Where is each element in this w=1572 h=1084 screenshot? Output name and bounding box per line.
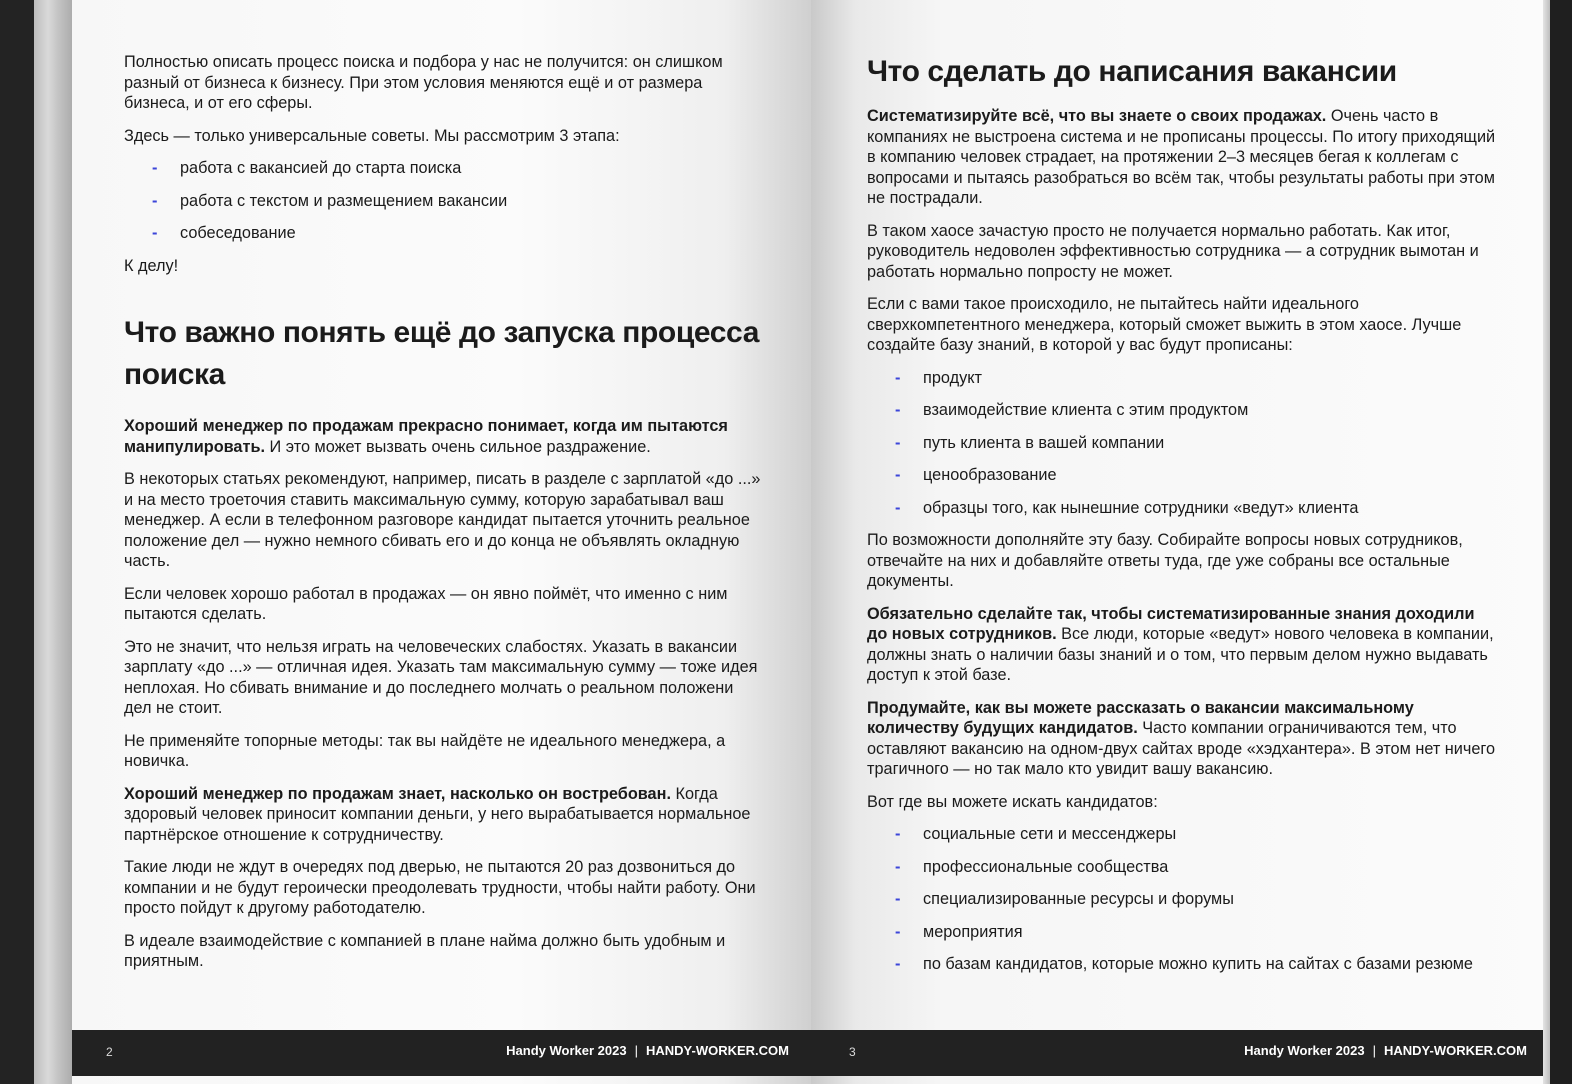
knowledge-text: ценообразование	[923, 466, 1057, 484]
list-item	[152, 158, 764, 179]
paragraph-rest: Часто компании ограничиваются тем, что оставляют вакансию на одном-двух сайтах вроде «хэдхантера». В этом нет ничего трагичного — но так мало кто увидит вашу вакансию.	[867, 719, 1496, 778]
channel-text: специализированные ресурсы и форумы	[923, 890, 1234, 908]
list-item	[152, 191, 764, 212]
dash-icon: -	[895, 890, 901, 908]
paragraph-systematize	[867, 106, 1497, 209]
dash-icon: -	[895, 401, 901, 419]
paragraph-weaknesses: Это не значит, что нельзя играть на человеческих слабостях. Указать в вакансии зарплату «до ...» — отличная идея. Указать там максимальную сумму — тоже идея неплохая. Но сбивать внимание и до последнего молчать о реальном положени дел не стоит.	[124, 637, 758, 717]
list-item	[895, 824, 1497, 845]
footer-separator: |	[1372, 1043, 1376, 1058]
dash-icon: -	[895, 466, 901, 484]
footer-brand	[1244, 1043, 1527, 1058]
dash-icon: -	[152, 159, 158, 177]
page-number: 3	[849, 1045, 856, 1059]
page-edges	[34, 0, 74, 1084]
paragraph-methods: Не применяйте топорные методы: так вы найдёте не идеального менеджера, а новичка.	[124, 731, 726, 770]
channel-text: социальные сети и мессенджеры	[923, 825, 1177, 843]
knowledge-text: взаимодействие клиента с этим продуктом	[923, 401, 1249, 419]
channels-list	[867, 824, 1497, 975]
site-link: HANDY-WORKER.COM	[646, 1043, 789, 1058]
bold-lead: Продумайте, как вы можете рассказать о вакансии максимальному количеству будущих кандидатов.	[867, 698, 1414, 737]
paragraph-understand: Если человек хорошо работал в продажах — он явно поймёт, что именно с ним пытаются сделать.	[124, 584, 728, 623]
left-page	[72, 0, 813, 1084]
footer-separator: |	[634, 1043, 638, 1058]
dash-icon: -	[895, 498, 901, 517]
paragraph-manipulation	[124, 416, 764, 457]
dash-icon: -	[895, 857, 901, 876]
stage-text: собеседование	[180, 224, 296, 242]
brand-name: Handy Worker 2023	[506, 1043, 627, 1058]
right-page-heading: Что сделать до написания вакансии	[867, 55, 1397, 88]
list-item	[895, 889, 1497, 910]
footer-brand	[506, 1043, 789, 1058]
channel-text: профессиональные сообщества	[923, 857, 1169, 876]
to-business-text: К делу!	[124, 256, 179, 275]
paragraph-rest: И это может вызвать очень сильное раздражение.	[265, 437, 651, 456]
paragraph-ideal: В идеале взаимодействие с компанией в плане найма должно быть удобным и приятным.	[124, 931, 726, 970]
channel-text: по базам кандидатов, которые можно купить на сайтах с базами резюме	[923, 955, 1473, 973]
intro-paragraph-1: Полностью описать процесс поиска и подбора у нас не получится: он слишком разный от бизнеса к бизнесу. При этом условия меняются ещё и от размера бизнеса, и от его сферы.	[124, 53, 723, 112]
paragraph-no-queues: Такие люди не ждут в очередях под дверью, не пытаются 20 раз дозвониться до компании и не будут героически преодолевать трудности, чтобы найти работу. Они просто пойдут к другому работодателю.	[124, 858, 756, 917]
right-page	[811, 0, 1551, 1084]
bold-lead: Хороший менеджер по продажам знает, насколько он востребован.	[124, 784, 671, 803]
list-item	[895, 922, 1497, 943]
site-link: HANDY-WORKER.COM	[1384, 1043, 1527, 1058]
brand-name: Handy Worker 2023	[1244, 1043, 1365, 1058]
list-item	[895, 400, 1497, 421]
dash-icon: -	[152, 224, 158, 242]
paragraph-reach	[867, 698, 1497, 780]
list-item	[895, 368, 1497, 389]
channel-text: мероприятия	[923, 922, 1023, 941]
intro-paragraph-2: Здесь — только универсальные советы. Мы рассмотрим 3 этапа:	[124, 126, 620, 145]
left-page-footer	[72, 1030, 813, 1076]
bold-lead: Систематизируйте всё, что вы знаете о своих продажах.	[867, 107, 1327, 125]
dash-icon: -	[152, 191, 158, 210]
left-page-heading: Что важно понять ещё до запуска процесса поиска	[124, 316, 759, 391]
knowledge-text: продукт	[923, 368, 982, 387]
list-item	[895, 954, 1497, 975]
dash-icon: -	[895, 825, 901, 843]
paragraph-rest: Когда здоровый человек приносит компании деньги, у него вырабатывается нормальное партнёрское отношение к сотрудничеству.	[124, 784, 751, 844]
list-item	[152, 223, 764, 244]
dash-icon: -	[895, 922, 901, 941]
list-item	[895, 433, 1497, 454]
list-item	[895, 498, 1497, 519]
dash-icon: -	[895, 433, 901, 452]
paragraph-in-demand	[124, 784, 764, 846]
knowledge-text: путь клиента в вашей компании	[923, 433, 1165, 452]
right-page-footer	[811, 1030, 1551, 1076]
knowledge-list	[867, 368, 1497, 519]
paragraph-rest: Все люди, которые «ведут» нового человека в компании, должны знать о наличии базы знаний и о том, что первым делом нужно выдавать доступ к этой базе.	[867, 625, 1494, 684]
stage-text: работа с вакансией до старта поиска	[180, 159, 462, 177]
list-item	[895, 465, 1497, 486]
dash-icon: -	[895, 368, 901, 387]
right-page-content	[867, 52, 1497, 987]
paragraph-extend-base: По возможности дополняйте эту базу. Собирайте вопросы новых сотрудников, отвечайте на них и добавляйте ответы туда, где уже собраны все остальные документы.	[867, 531, 1463, 590]
stage-text: работа с текстом и размещением вакансии	[180, 191, 508, 210]
page-number: 2	[106, 1045, 113, 1059]
dash-icon: -	[895, 955, 901, 973]
left-page-content	[124, 52, 764, 984]
bold-lead: Обязательно сделайте так, чтобы систематизированные знания доходили до новых сотрудников.	[867, 604, 1475, 643]
paragraph-knowledge-base: Если с вами такое происходило, не пытайтесь найти идеального сверхкомпетентного менеджера, который сможет выжить в этом хаосе. Лучше создайте базу знаний, в которой у вас будут прописаны:	[867, 295, 1462, 354]
paragraph-where-to-search: Вот где вы можете искать кандидатов:	[867, 792, 1158, 811]
paragraph-chaos: В таком хаосе зачастую просто не получается нормально работать. Как итог, руководитель недоволен эффективностью сотрудника — а сотрудник вымотан и работать нормально попросту не может.	[867, 221, 1479, 281]
stages-list	[124, 158, 764, 244]
paragraph-deliver-knowledge	[867, 604, 1497, 686]
bold-lead: Хороший менеджер по продажам прекрасно понимает, когда им пытаются манипулировать.	[124, 417, 728, 456]
paragraph-rest: Очень часто в компаниях не выстроена система и не прописаны процессы. По итогу приходящий в компанию человек страдает, на протяжении 2–3 месяцев бегая к коллегам с вопросами и пытаясь разобраться во всём так, чтобы результаты работы при этом не пострадали.	[867, 107, 1496, 207]
book-cover-right	[1550, 0, 1572, 1084]
paragraph-salary: В некоторых статьях рекомендуют, например, писать в разделе с зарплатой «до ...» и на место троеточия ставить максимальную сумму, которую зарабатывал ваш менеджер. А если в телефонном разговоре кандидат пытается уточнить реальное положение дел — нужно немного сбивать его и до конца не объявлять окладную часть.	[124, 470, 761, 570]
list-item	[895, 857, 1497, 878]
knowledge-text: образцы того, как нынешние сотрудники «ведут» клиента	[923, 498, 1359, 517]
